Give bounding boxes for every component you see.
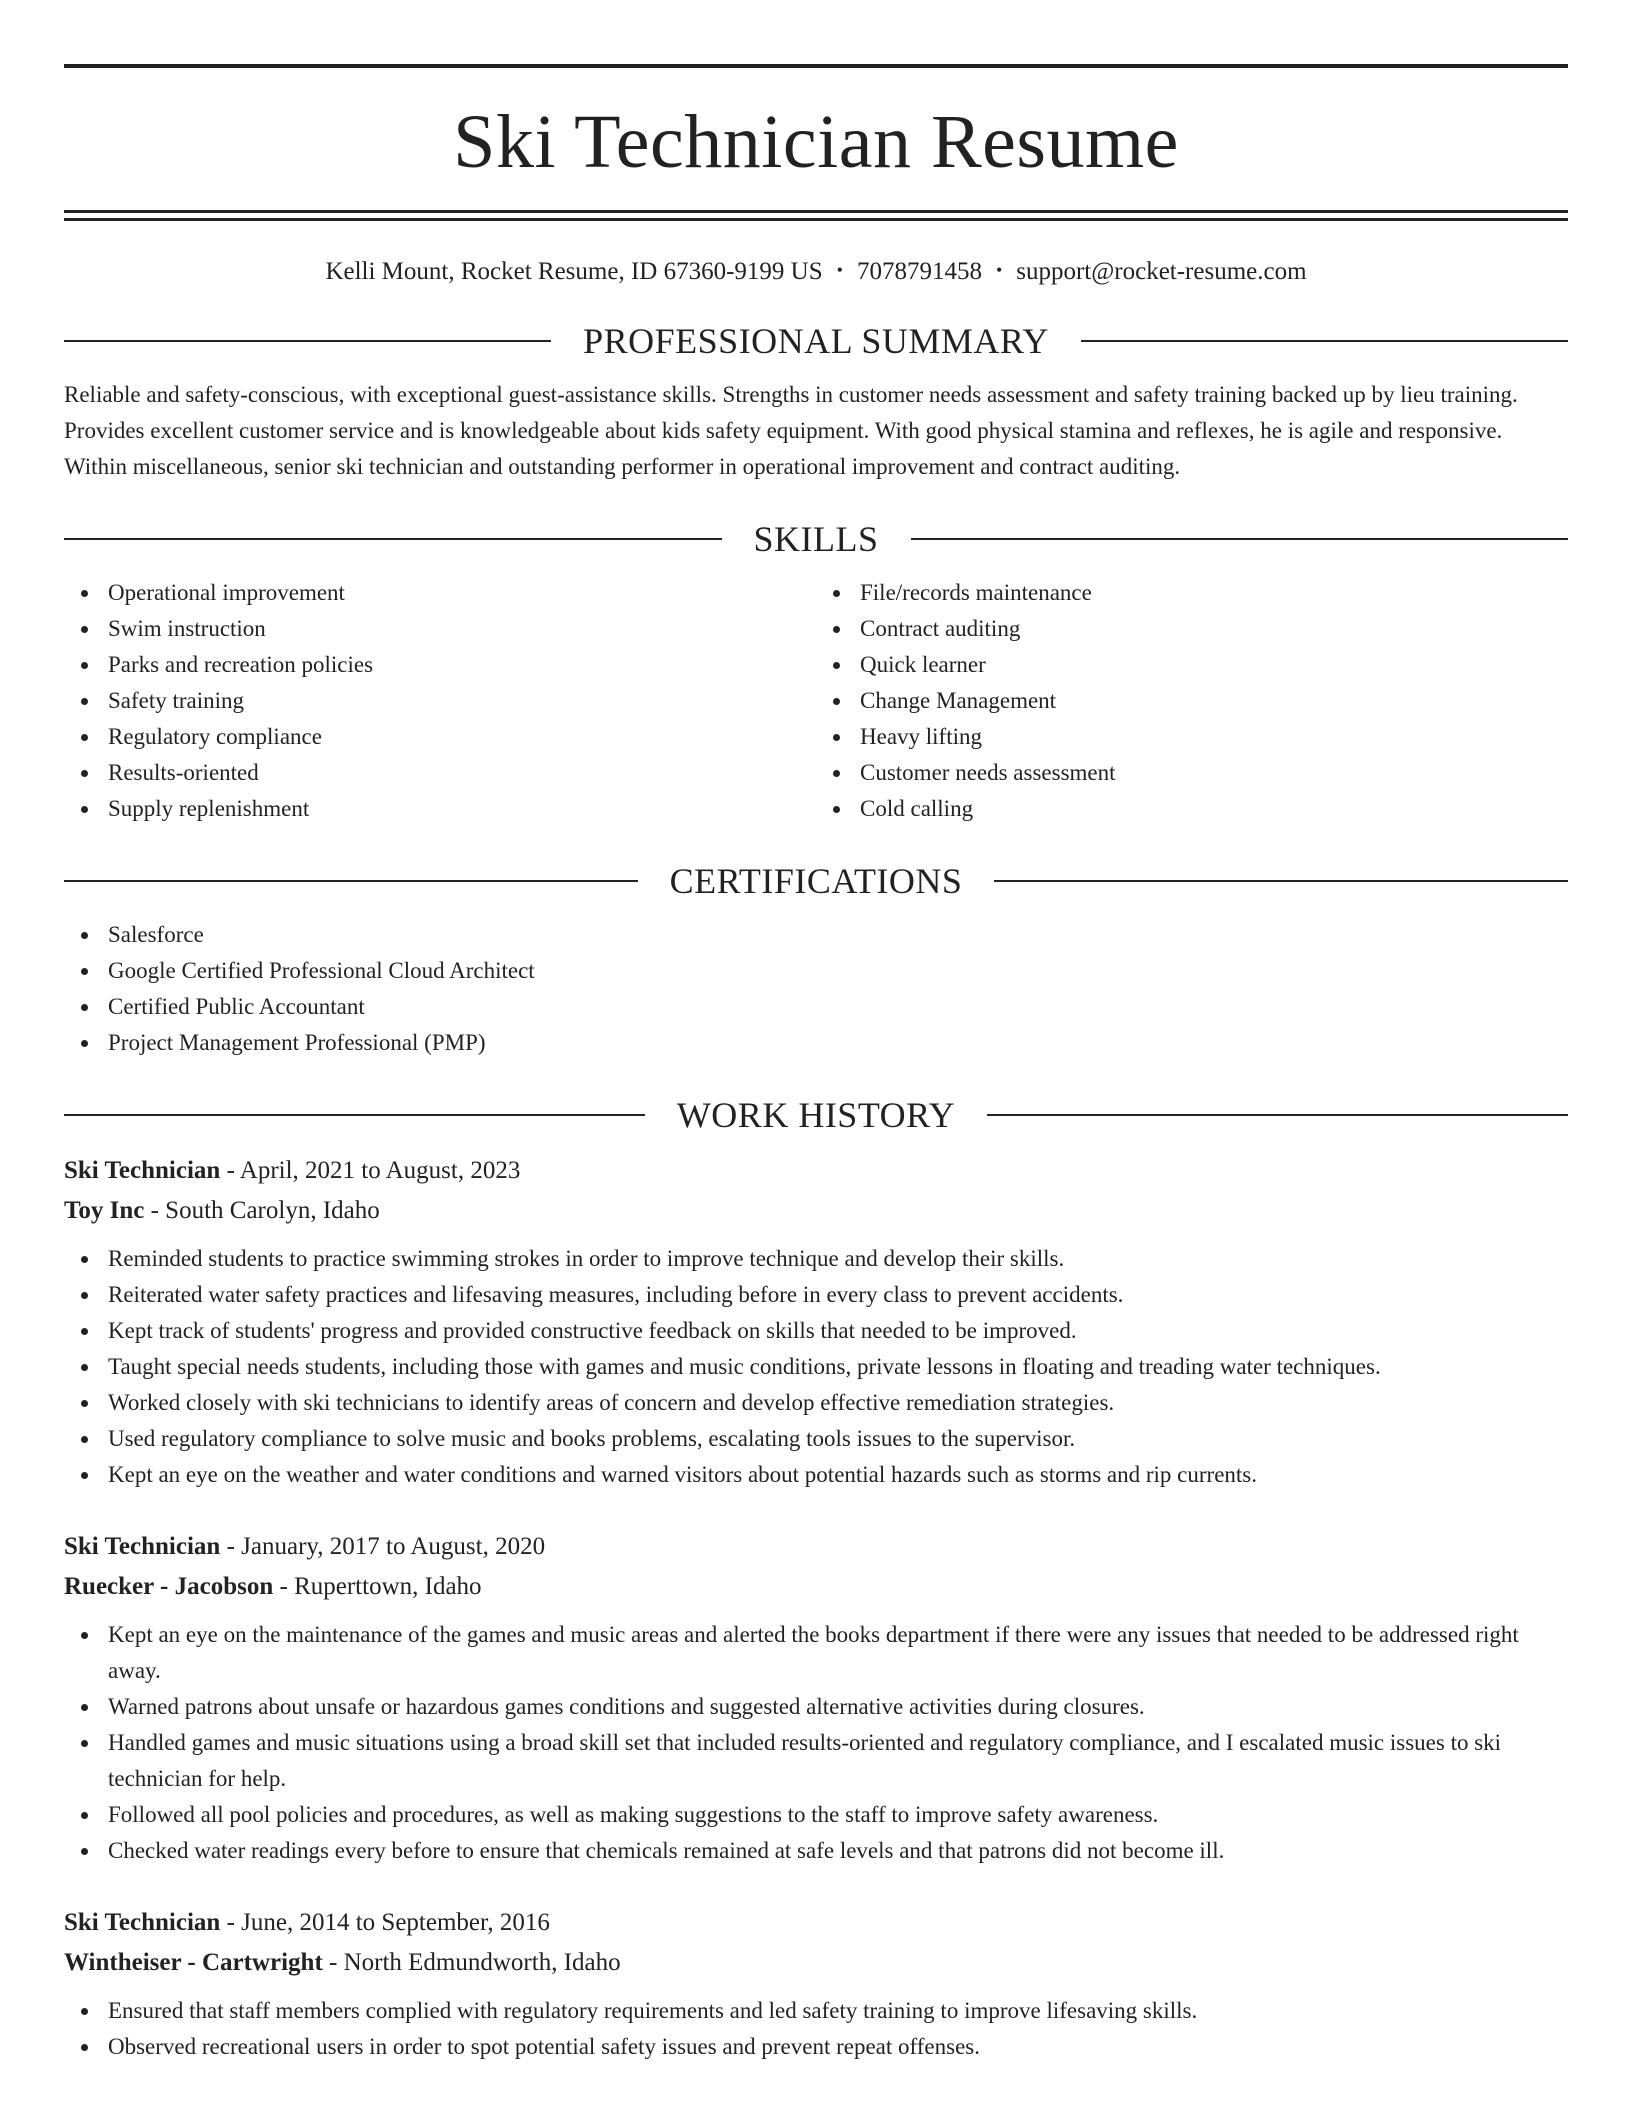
job-duty: Kept track of students' progress and provided constructive feedback on skills that needed to be improved. xyxy=(64,1313,1568,1349)
skill-item: Safety training xyxy=(64,683,816,719)
job-entry xyxy=(64,1527,1568,1869)
job-title: Ski Technician xyxy=(64,1533,221,1560)
heading-rule xyxy=(64,1114,645,1116)
certification-item: Google Certified Professional Cloud Architect xyxy=(64,953,1568,989)
skill-item: Regulatory compliance xyxy=(64,719,816,755)
job-title: Ski Technician xyxy=(64,1909,221,1936)
contact-phone: 7078791458 xyxy=(856,258,982,285)
job-duty: Ensured that staff members complied with regulatory requirements and led safety training to improve lifesaving skills. xyxy=(64,1993,1568,2029)
skill-item: Supply replenishment xyxy=(64,791,816,827)
skill-item: Cold calling xyxy=(816,791,1568,827)
title-double-rule xyxy=(64,210,1568,221)
job-company: Ruecker - Jacobson xyxy=(64,1573,274,1600)
job-company-line xyxy=(64,1191,1568,1231)
section-title: SKILLS xyxy=(753,519,879,559)
job-location: - Ruperttown, Idaho xyxy=(273,1573,482,1600)
job-company: Toy Inc xyxy=(64,1197,145,1224)
job-location: - South Carolyn, Idaho xyxy=(144,1197,380,1224)
certification-item: Salesforce xyxy=(64,917,1568,953)
job-title-line xyxy=(64,1527,1568,1567)
job-duty: Used regulatory compliance to solve music and books problems, escalating tools issues to the supervisor. xyxy=(64,1421,1568,1457)
contact-email: support@rocket-resume.com xyxy=(1016,258,1307,285)
skill-item: Quick learner xyxy=(816,647,1568,683)
job-duty: Followed all pool policies and procedures, as well as making suggestions to the staff to improve safety awareness. xyxy=(64,1797,1568,1833)
job-duty: Taught special needs students, including those with games and music conditions, private lessons in floating and treading water techniques. xyxy=(64,1349,1568,1385)
certifications-list xyxy=(64,917,1568,1061)
certification-item: Certified Public Accountant xyxy=(64,989,1568,1025)
job-dates: - June, 2014 to September, 2016 xyxy=(220,1909,550,1936)
heading-rule xyxy=(911,538,1569,540)
skill-item: Change Management xyxy=(816,683,1568,719)
heading-rule xyxy=(1081,340,1568,342)
job-duty: Handled games and music situations using a broad skill set that included results-oriented and regulatory compliance, and I escalated music issues to ski technician for help. xyxy=(64,1725,1568,1797)
job-duty: Checked water readings every before to ensure that chemicals remained at safe levels and that patrons did not become ill. xyxy=(64,1833,1568,1869)
skill-item: File/records maintenance xyxy=(816,575,1568,611)
skill-item: Operational improvement xyxy=(64,575,816,611)
section-heading-work xyxy=(64,1097,1568,1133)
contact-address: Kelli Mount, Rocket Resume, ID 67360-9199 US xyxy=(325,258,823,285)
certification-item: Project Management Professional (PMP) xyxy=(64,1025,1568,1061)
skills-column-right xyxy=(816,575,1568,827)
top-rule xyxy=(64,64,1568,68)
job-duty: Reiterated water safety practices and lifesaving measures, including before in every class to prevent accidents. xyxy=(64,1277,1568,1313)
job-duty: Reminded students to practice swimming strokes in order to improve technique and develop their skills. xyxy=(64,1241,1568,1277)
heading-rule xyxy=(987,1114,1568,1116)
job-company-line xyxy=(64,1943,1568,1983)
job-duty: Warned patrons about unsafe or hazardous games conditions and suggested alternative activities during closures. xyxy=(64,1689,1568,1725)
job-entry xyxy=(64,1151,1568,1493)
summary-text: Reliable and safety-conscious, with exceptional guest-assistance skills. Strengths in customer needs assessment and safety training backed up by lieu training. Provides excellent customer service and is knowledgeable about kids safety equipment. With good physical stamina and reflexes, he is agile and responsive. Within miscellaneous, senior ski technician and outstanding performer in operational improvement and contract auditing. xyxy=(64,382,1518,479)
heading-rule xyxy=(64,340,551,342)
skill-item: Parks and recreation policies xyxy=(64,647,816,683)
job-title-line xyxy=(64,1151,1568,1191)
skills-grid xyxy=(64,575,1568,827)
section-heading-summary xyxy=(64,323,1568,359)
skill-item: Results-oriented xyxy=(64,755,816,791)
job-title-line xyxy=(64,1903,1568,1943)
job-duties-list xyxy=(64,1617,1568,1869)
heading-rule xyxy=(64,880,638,882)
skills-list-left xyxy=(64,575,816,827)
heading-rule xyxy=(64,538,722,540)
job-dates: - April, 2021 to August, 2023 xyxy=(220,1157,521,1184)
skills-list-right xyxy=(816,575,1568,827)
skill-item: Heavy lifting xyxy=(816,719,1568,755)
job-duty: Kept an eye on the maintenance of the games and music areas and alerted the books department if there were any issues that needed to be addressed right away. xyxy=(64,1617,1568,1689)
job-title: Ski Technician xyxy=(64,1157,221,1184)
skills-column-left xyxy=(64,575,816,827)
job-duties-list xyxy=(64,1241,1568,1493)
job-entry xyxy=(64,1903,1568,2065)
section-heading-certifications xyxy=(64,863,1568,899)
section-title: CERTIFICATIONS xyxy=(669,861,963,901)
skill-item: Swim instruction xyxy=(64,611,816,647)
job-dates: - January, 2017 to August, 2020 xyxy=(220,1533,546,1560)
job-duty: Worked closely with ski technicians to identify areas of concern and develop effective remediation strategies. xyxy=(64,1385,1568,1421)
job-duties-list xyxy=(64,1993,1568,2065)
job-company: Wintheiser - Cartwright xyxy=(64,1949,323,1976)
resume-title: Ski Technician Resume xyxy=(453,100,1179,184)
contact-separator: • xyxy=(995,260,1003,280)
section-title: PROFESSIONAL SUMMARY xyxy=(583,321,1049,361)
heading-rule xyxy=(994,880,1568,882)
section-heading-skills xyxy=(64,521,1568,557)
skill-item: Contract auditing xyxy=(816,611,1568,647)
skill-item: Customer needs assessment xyxy=(816,755,1568,791)
job-company-line xyxy=(64,1567,1568,1607)
job-duty: Observed recreational users in order to spot potential safety issues and prevent repeat offenses. xyxy=(64,2029,1568,2065)
job-location: - North Edmundworth, Idaho xyxy=(322,1949,621,1976)
contact-line xyxy=(64,257,1568,287)
contact-separator: • xyxy=(836,260,843,280)
job-duty: Kept an eye on the weather and water conditions and warned visitors about potential hazards such as storms and rip currents. xyxy=(64,1457,1568,1493)
section-title: WORK HISTORY xyxy=(676,1095,956,1135)
